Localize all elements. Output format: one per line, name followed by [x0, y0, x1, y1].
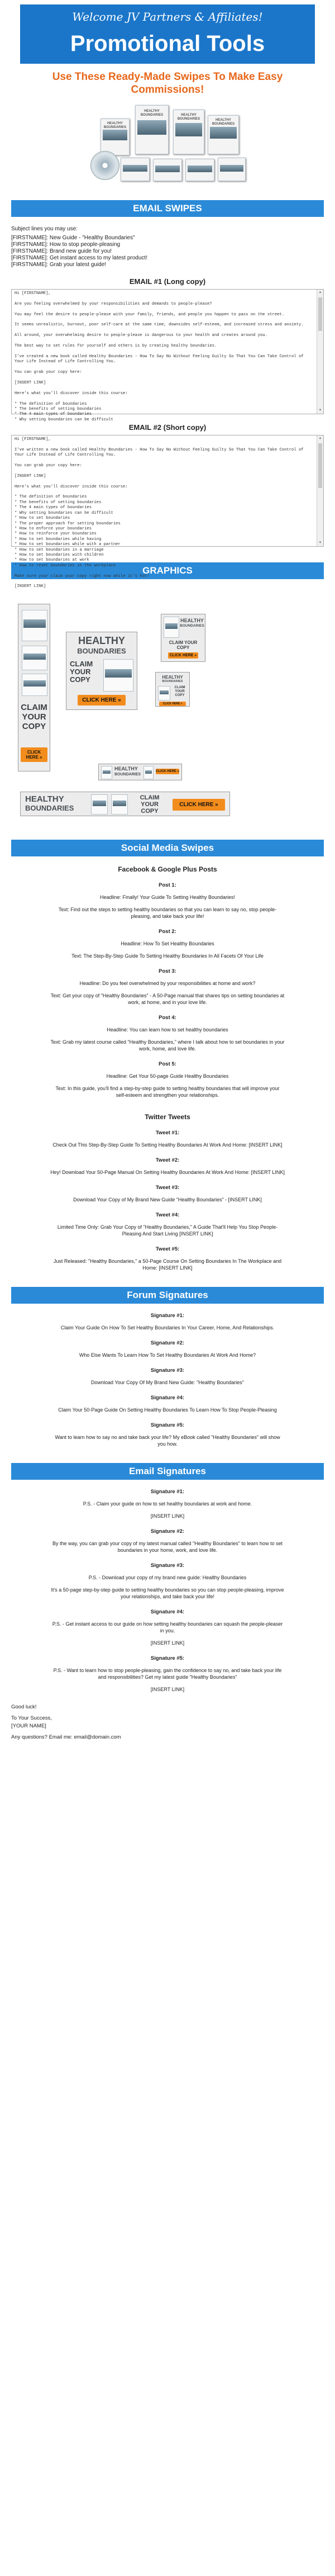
promo-page — [0, 4, 335, 1741]
page-subheading: Use These Ready-Made Swipes To Make Easy Commissions! — [52, 71, 283, 96]
graphics-area — [0, 584, 335, 824]
hero-title: Promotional Tools — [70, 31, 265, 56]
banner-leaderboard-small[interactable]: HEALTHY BOUNDARIES CLICK HERE » — [98, 764, 182, 780]
banner-square-small[interactable]: HEALTHY BOUNDARIES CLAIM YOUR COPY CLICK HERE » — [155, 672, 190, 707]
tweets: Tweet #1: Check Out This Step-By-Step Guide To Setting Healthy Boundaries At Work And Home: [INSERT LINK] Tweet #2: Hey! Download Your 50-Page Manual On Setting Healthy Boundaries At Work And Home: [INSERT LINK] Tweet #3: Download Your Copy of My Brand New Guide "Healthy Boundaries" - [INSERT LINK] Tweet #4: Limited Time Only: Grab Your Copy of "Healthy Boundaries," A Guide That'll Help You Stop People-Pleasing And Start Living [INSERT LINK] Tweet #5: Just Released: "Healthy Boundaries," a 50-Page Course On Setting Boundaries In The Workplace and Home: [INSERT LINK] — [50, 1130, 285, 1271]
hero-welcome: Welcome JV Partners & Affiliates! — [72, 10, 263, 23]
email-signatures: Signature #1: P.S. - Claim your guide on how to set healthy boundaries at work and home. [INSERT LINK] Signature #2: By the way, you can grab your copy of my latest manual called "Healthy Boundaries" to learn how to set boundaries in your home, work, and love life. Signature #3: P.S. - Download your copy of my brand new guide: Healthy Boundaries It's a 50-page step-by-step guide to setting healthy boundaries so you can stop people-pleasing, improve your relationships, and take back your life! Signature #4: P.S. - Get instant access to our guide on how setting healthy boundaries can squash the people-pleaser in you. [INSERT LINK] Signature #5: P.S. - Want to learn how to stop people-pleasing, gain the confidence to say no, and take back your life and responsibilities? Get my latest guide "Healthy Boundaries" [INSERT LINK] — [51, 1489, 284, 1692]
banner-square-large[interactable]: HEALTHY BOUNDARIES CLAIM YOUR COPY CLICK HERE » — [161, 614, 205, 662]
banner-rectangle[interactable]: HEALTHY BOUNDARIES CLAIM YOUR COPY CLICK HERE » — [66, 632, 137, 710]
email2-scrollbar[interactable]: ▲ ▼ — [317, 435, 323, 546]
email2-heading: EMAIL #2 (Short copy) — [128, 423, 207, 432]
email1-heading: EMAIL #1 (Long copy) — [129, 277, 206, 286]
subject-lines: Subject lines you may use: [FIRSTNAME]: New Guide - "Healthy Boundaries" [FIRSTNAME]: How to stop people-pleasing [FIRSTNAME]: Brand new guide for you! [FIRSTNAME]: Get instant access to my latest product! [FIRSTNAME]: Grab your latest guide! — [11, 226, 147, 268]
closing: Good luck! To Your Success, [YOUR NAME] Any questions? Email me: email@domain.com — [11, 1704, 121, 1740]
section-social: Social Media Swipes — [11, 840, 324, 856]
section-email-signatures: Email Signatures — [11, 1463, 324, 1480]
banner-skyscraper[interactable]: CLAIM YOUR COPY CLICK HERE » — [18, 604, 50, 771]
twitter-heading: Twitter Tweets — [145, 1113, 190, 1121]
email1-scrollbar[interactable]: ▲ ▼ — [317, 290, 323, 414]
product-bundle-image: HEALTHY BOUNDARIES HEALTHY BOUNDARIES HEALTHY BOUNDARIES HEALTHY BOUNDARIES — [84, 102, 251, 186]
email1-textarea[interactable]: Hi [FIRSTNAME], Are you feeling overwhelmed by your responsibilities and demands to people-please? You may feel the desire to people-please with your family, friends, and people you happen to pass on the street. It seems unrealistic, burnout, poor self-care at the same time, downsides self-esteem, and increased stress and anxiety. All around, your overwhelming desire to people-please is dangerous to your health and creates around you. The best way to set rules for yourself and others is by creating healthy boundaries. I've created a new book called Healthy Boundaries - How To Say No Without Feeling Guilty So That You Can Take Control of Your Life Instead of Life Controlling You. You can grab your copy here: [INSERT LINK] Here's what you'll discover inside this course: * The definition of boundaries * The benefits of setting boundaries * The 4 main types of boundaries * Why setting boundaries can be difficult ▲ ▼ — [11, 289, 324, 414]
section-graphics: GRAPHICS — [11, 562, 324, 579]
section-email-swipes: EMAIL SWIPES — [11, 200, 324, 217]
hero-banner — [20, 4, 315, 64]
email2-textarea[interactable]: Hi [FIRSTNAME], I've written a new book called Healthy Boundaries - How To Say No Without Feeling Guilty So That You Can Take Control of Your Life Instead of Life Controlling You. You can grab your copy here: [INSERT LINK] Here's what you'll discover inside this course: * The definition of boundaries * The benefits of setting boundaries * The 4 main types of boundaries * Why setting boundaries can be difficult * How to set boundaries * The proper approach for setting boundaries * How to enforce your boundaries * How to reinforce your boundaries * How to set boundaries while having * How to set boundaries while with a partner * How to set boundaries in a marriage * How to set boundaries with children * How to set boundaries at work * How to reset boundaries in the workplace Make sure your claim your copy right now while it's hot! [INSERT LINK] ▲ ▼ — [11, 435, 324, 547]
facebook-heading: Facebook & Google Plus Posts — [118, 865, 217, 873]
forum-signatures: Signature #1: Claim Your Guide On How To Set Healthy Boundaries In Your Career, Home, And Relationships. Signature #2: Who Else Wants To Learn How To Set Healthy Boundaries At Work And Home? Signature #3: Download Your Copy Of My Brand New Guide: "Healthy Boundaries" Signature #4: Claim Your 50-Page Guide On Setting Healthy Boundaries To Learn How To Stop People-Pleasing Signature #5: Want to learn how to say no and take back your life? My eBook called "Healthy Boundaries" will show you how. — [55, 1313, 280, 1447]
section-forum: Forum Signatures — [11, 1287, 324, 1304]
facebook-posts: Post 1: Headline: Finally! Your Guide To Setting Healthy Boundaries! Text: Find out the steps to setting healthy boundaries so that you can learn to say no, stop people-pleasing, and take back your life! Post 2: Headline: How To Set Healthy Boundaries Text: The Step-By-Step Guide To Setting Healthy Boundaries In All Facets Of Your Life Post 3: Headline: Do you feel overwhelmed by your responsibilities at home and work? Text: Get your copy of "Healthy Boundaries" - A 50-Page manual that shares tips on setting boundaries at work, at home, and in your love life. Post 4: Headline: You can learn how to set healthy boundaries Text: Grab my latest course called "Healthy Boundaries," where I talk about how to set boundaries in your work, home, and love life. Post 5: Headline: Get Your 50-page Guide Healthy Boundaries Text: In this guide, you'll find a step-by-step guide to setting healthy boundaries that will improve your self-esteem and strengthen your relationships. — [50, 882, 285, 1098]
banner-leaderboard-large[interactable]: HEALTHY BOUNDARIES CLAIM YOUR COPY CLICK HERE » — [20, 792, 230, 816]
